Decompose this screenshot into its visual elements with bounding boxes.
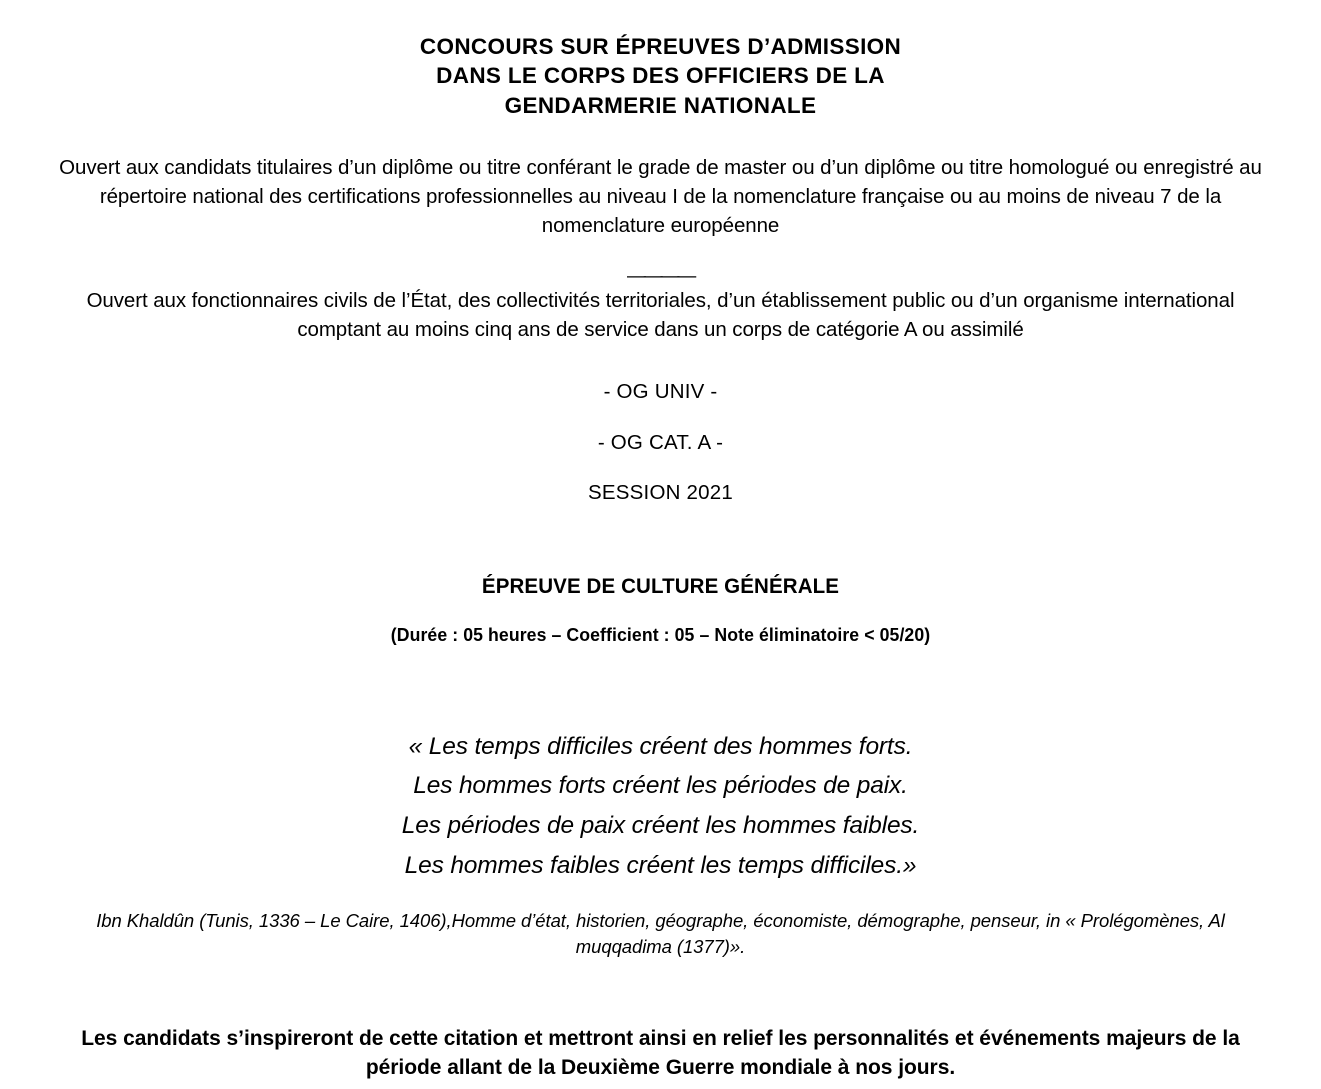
page-title-line-2: DANS LE CORPS DES OFFICIERS DE LA — [436, 63, 885, 89]
page-title-line-3: GENDARMERIE NATIONALE — [504, 92, 817, 118]
quotation-line-2: Les hommes forts créent les périodes de paix. — [413, 772, 908, 800]
candidate-instruction: Les candidats s’inspireront de cette citation et mettront ainsi en relief les personnalités et événements majeurs de la période allant de la Deuxième Guerre mondiale à nos jours. — [81, 1027, 1240, 1080]
quotation-block — [48, 645, 1273, 886]
quotation-line-3: Les périodes de paix créent les hommes faibles. — [401, 812, 920, 840]
quotation-line-4: Les hommes faibles créent les temps difficiles.» — [404, 851, 917, 879]
session-year: SESSION 2021 — [588, 481, 733, 505]
option-og-univ: - OG UNIV - — [603, 380, 718, 404]
quotation-attribution: Ibn Khaldûn (Tunis, 1336 – Le Caire, 1406),Homme d’état, historien, géographe, économiste, démographe, penseur, in « Prolégomènes, Al muqqadima (1377)». — [96, 909, 1225, 957]
page-title-line-1: CONCOURS SUR ÉPREUVES D’ADMISSION — [419, 34, 902, 59]
exam-duration-coefficient: (Durée : 05 heures – Coefficient : 05 – Note éliminatoire < 05/20) — [390, 624, 931, 646]
section-divider: ———— — [627, 266, 694, 288]
page-title — [48, 0, 1273, 120]
option-og-cat-a: - OG CAT. A - — [597, 430, 724, 454]
quotation-line-1: « Les temps difficiles créent des hommes forts. — [408, 732, 913, 760]
exam-subject-title: ÉPREUVE DE CULTURE GÉNÉRALE — [481, 573, 840, 598]
eligibility-paragraph-civil-servants: Ouvert aux fonctionnaires civils de l’État, des collectivités territoriales, d’un établissement public ou d’un organisme international comptant au moins cinq ans de service dans un corps de catégorie A ou assimilé — [86, 289, 1235, 342]
eligibility-paragraph-diploma: Ouvert aux candidats titulaires d’un diplôme ou titre conférant le grade de master ou d’un diplôme ou titre homologué ou enregistré au répertoire national des certifications professionnelles au niveau I de la nomenclature française ou au moins de niveau 7 de la nomenclature européenne — [59, 155, 1262, 237]
